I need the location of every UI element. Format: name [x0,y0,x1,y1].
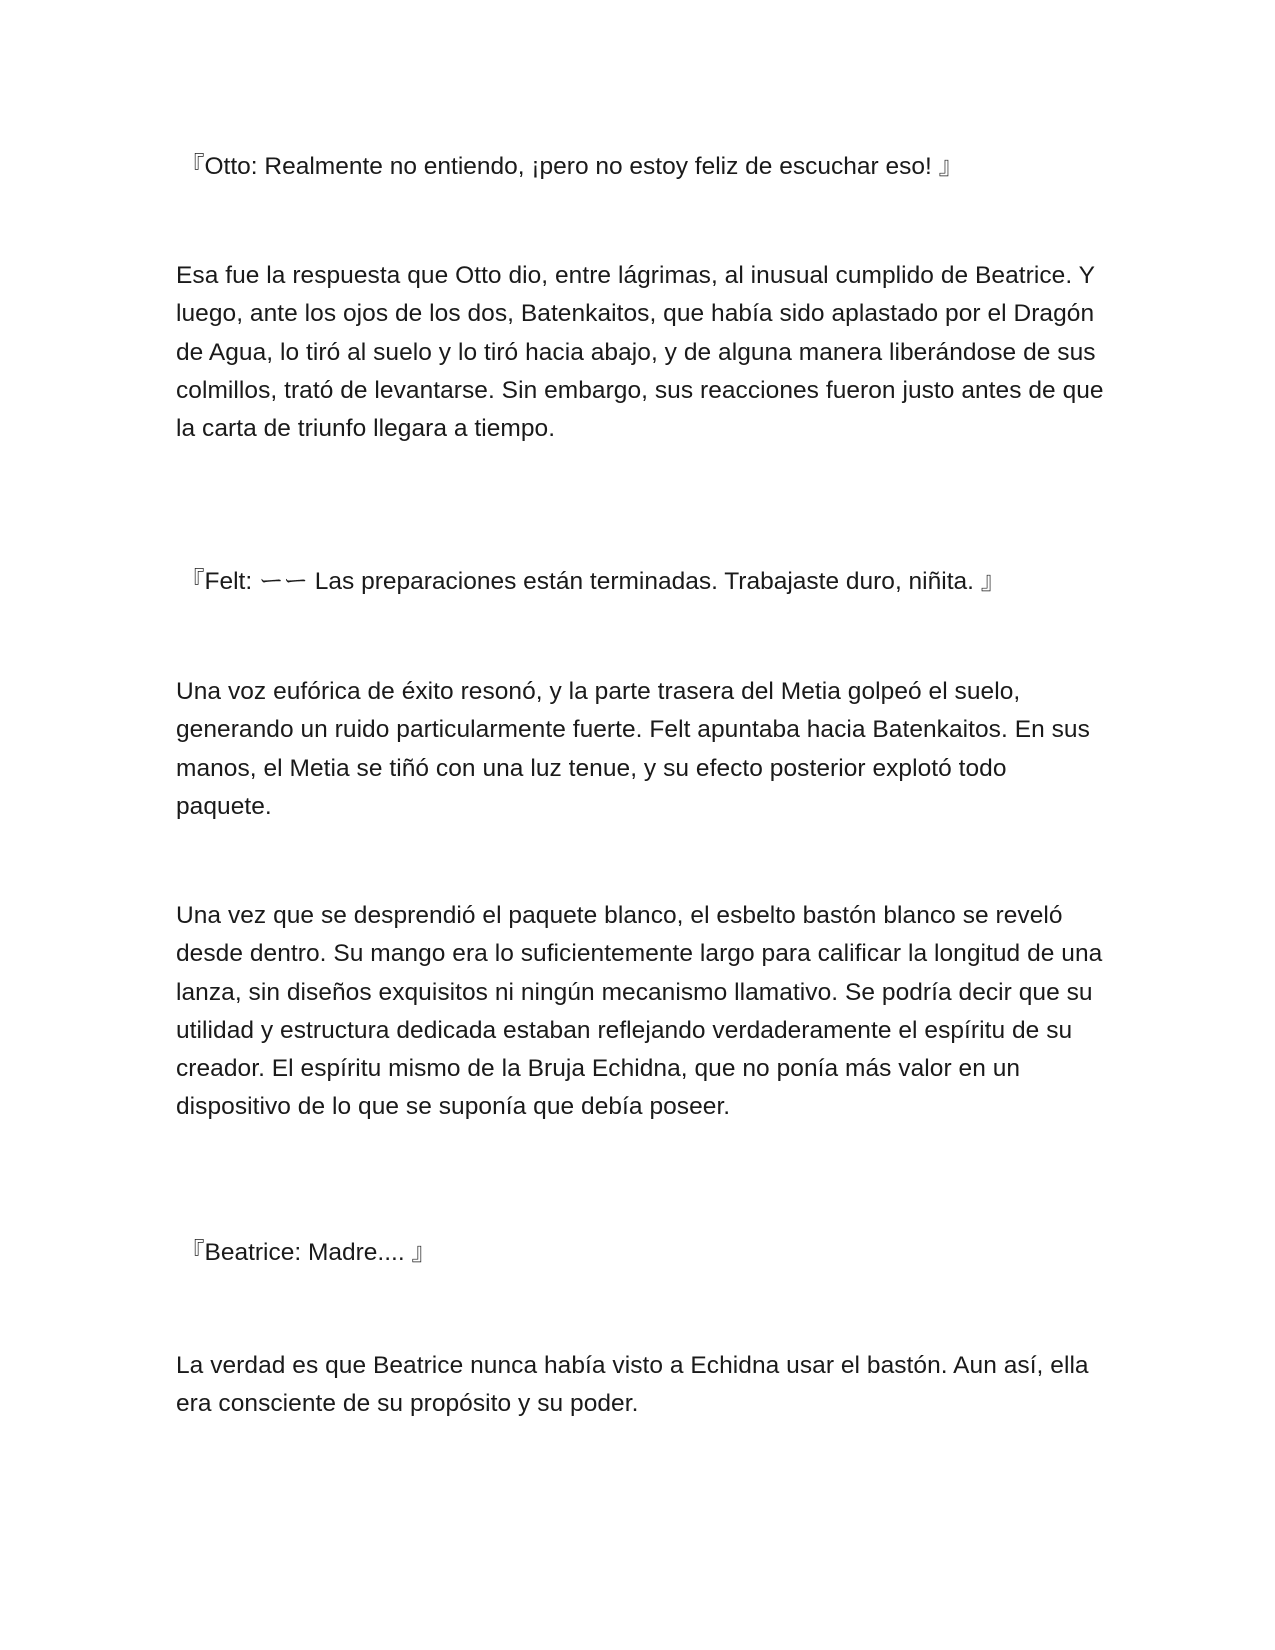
narration-paragraph-4: La verdad es que Beatrice nunca había visto a Echidna usar el bastón. Aun así, ella era consciente de su propósito y su poder. [176,1352,1089,1418]
dialogue-otto: 『Otto: Realmente no entiendo, ¡pero no estoy feliz de escuchar eso! 』 [180,153,964,180]
narration-paragraph-1: Esa fue la respuesta que Otto dio, entre lágrimas, al inusual cumplido de Beatrice. Y luego, ante los ojos de los dos, Batenkaitos, que había sido aplastado por el Dragón de Agua, lo tiró al suelo y lo tiró hacia abajo, y de alguna manera liberándose de sus colmillos, trató de levantarse. Sin embargo, sus reacciones fueron justo antes de que la carta de triunfo llegara a tiempo. [176,262,1104,443]
dialogue-felt: 『Felt: ーー Las preparaciones están terminadas. Trabajaste duro, niñita. 』 [180,568,1006,595]
narration-paragraph-3: Una vez que se desprendió el paquete blanco, el esbelto bastón blanco se reveló desde dentro. Su mango era lo suficientemente largo para calificar la longitud de una lanza, sin diseños exquisitos ni ningún mecanismo llamativo. Se podría decir que su utilidad y estructura dedicada estaban reflejando verdaderamente el espíritu de su creador. El espíritu mismo de la Bruja Echidna, que no ponía más valor en un dispositivo de lo que se suponía que debía poseer. [176,902,1103,1121]
dialogue-beatrice: 『Beatrice: Madre.... 』 [180,1239,436,1266]
narration-paragraph-2: Una voz eufórica de éxito resonó, y la parte trasera del Metia golpeó el suelo, generando un ruido particularmente fuerte. Felt apuntaba hacia Batenkaitos. En sus manos, el Metia se tiñó con una luz tenue, y su efecto posterior explotó todo paquete. [176,678,1090,820]
